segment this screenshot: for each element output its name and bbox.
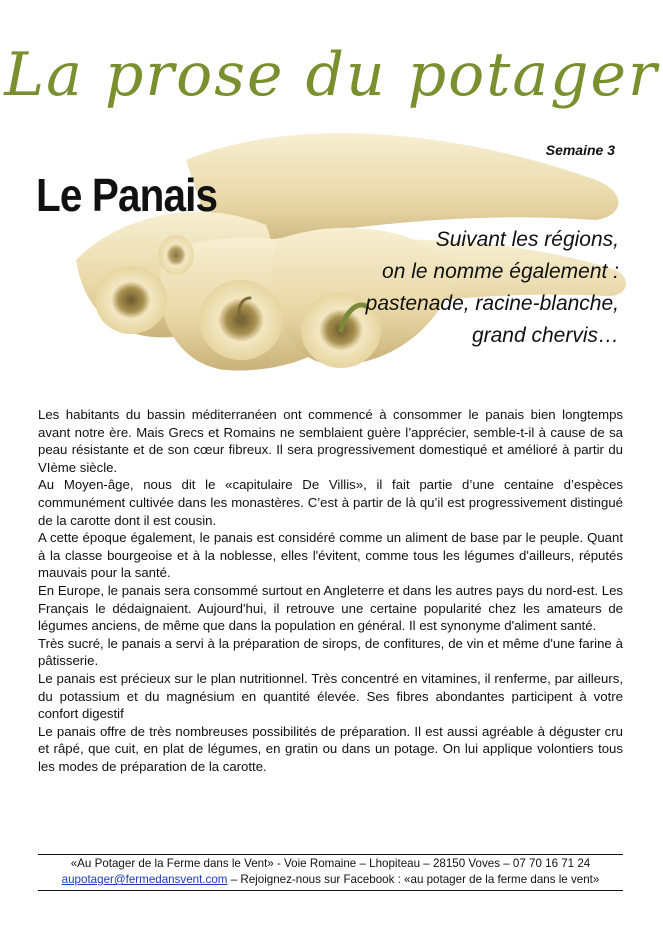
alternate-names-line: grand chervis…: [471, 324, 619, 347]
alternate-names: [259, 224, 619, 352]
body-paragraph: Le panais est précieux sur le plan nutritionnel. Très concentré en vitamines, il renferme, par ailleurs, du potassium et du magnésium en quantité élevée. Ses fibres abondantes participent à votre confort digestif: [38, 670, 623, 722]
body-paragraph: Au Moyen-âge, nous dit le «capitulaire De Villis», il fait partie d’une centaine d’espèces communément cultivée dans les monastères. C’est à partir de là qu’il est progressivement distingué de la carotte dont il est cousin.: [38, 477, 623, 528]
alternate-names-line: Suivant les régions,: [435, 228, 619, 251]
body-paragraph: Le panais offre de très nombreuses possibilités de préparation. Il est aussi agréable à déguster cru et râpé, que cuit, en plat de légumes, en gratin ou dans un potage. On lui applique volontiers tous les modes de préparation de la carotte.: [38, 723, 623, 774]
body-paragraph: Très sucré, le panais a servi à la préparation de sirops, de confitures, de vin et même d'une farine à pâtisserie.: [38, 635, 623, 669]
email-link[interactable]: aupotager@fermedansvent.com: [61, 873, 228, 886]
facebook-text: – Rejoignez-nous sur Facebook : «au potager de la ferme dans le vent»: [227, 873, 600, 886]
body-paragraph: En Europe, le panais sera consommé surtout en Angleterre et dans les autres pays du nord-est. Les Français le dédaignaient. Aujourd'hui, il retrouve une certaine popularité chez les amateurs de légumes anciens, de même que dans la population en général. Il est synonyme d'aliment santé.: [38, 582, 623, 634]
article-title: Le Panais: [36, 169, 218, 221]
alternate-names-line: pastenade, racine-blanche,: [365, 292, 619, 315]
alternate-names-line: on le nomme également :: [382, 260, 619, 283]
footer-contact: [38, 872, 623, 888]
body-paragraph: A cette époque également, le panais est considéré comme un aliment de base par le peuple. Quant à la classe bourgeoise et à la noblesse, elles l'évitent, comme tous les légumes d'ailleurs, réputés mauvais pour la santé.: [38, 530, 623, 581]
body-paragraph: Les habitants du bassin méditerranéen ont commencé à consommer le panais bien longtemps avant notre ère. Mais Grecs et Romains ne semblaient guère l’apprécier, semble-t-il à cause de sa peau résistante et de son cœur fibreux. Il sera progressivement domestiqué et amélioré à partir du VIème siècle.: [38, 407, 623, 475]
footer: [38, 854, 623, 891]
footer-address: «Au Potager de la Ferme dans le Vent» - Voie Romaine – Lhopiteau – 28150 Voves – 07 70 16 71 24: [70, 857, 591, 870]
masthead-title: La prose du potager: [4, 40, 659, 110]
article-body: [38, 406, 623, 775]
week-label: Semaine 3: [545, 142, 615, 158]
